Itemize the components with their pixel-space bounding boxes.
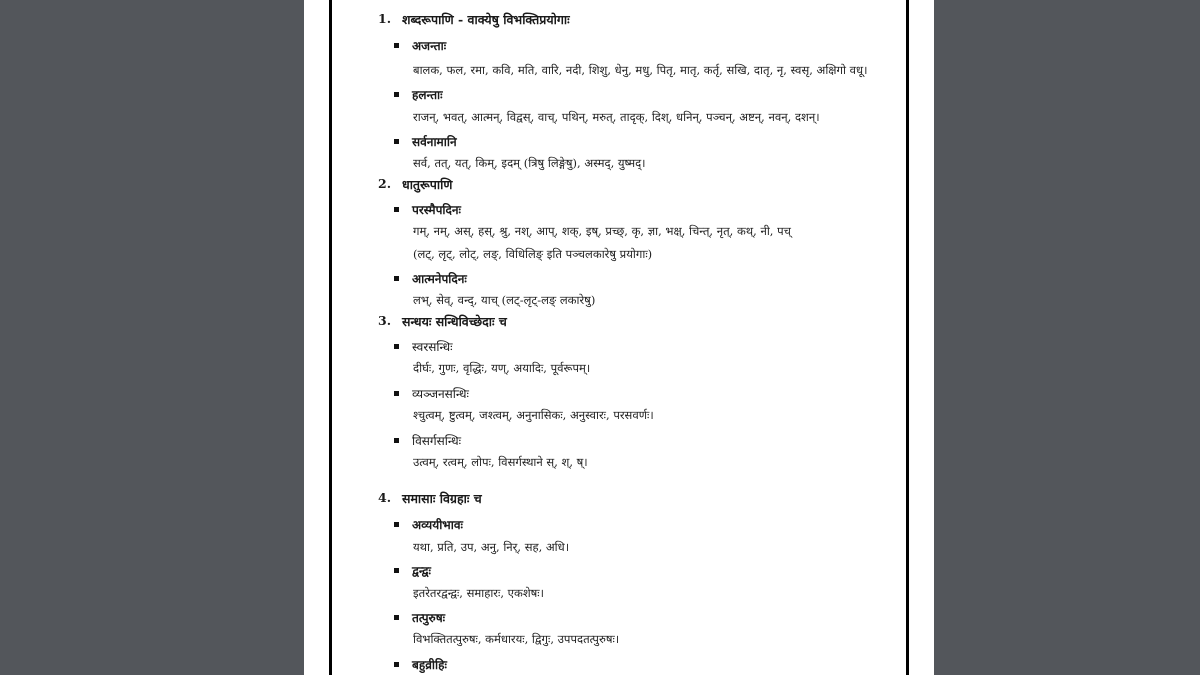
sub-heading: [394, 562, 431, 579]
body-text: विभक्तितत्पुरुषः, कर्मधारयः, द्विगुः, उपपदतत्पुरुषः।: [413, 632, 620, 646]
sub-heading-label: आत्मनेपदिनः: [412, 272, 467, 286]
body-text: उत्वम्, रत्वम्, लोपः, विसर्गस्थाने स्, श्, ष्।: [413, 455, 588, 469]
body-text: राजन्, भवत्, आत्मन्, विद्वस्, वाच्, पथिन्, मरुत्, तादृक्, दिश्, धनिन्, पञ्चन्, अष्टन्, नवन्, दशन्।: [413, 110, 820, 124]
section-number: 4.: [378, 490, 392, 505]
sub-heading: [394, 86, 443, 103]
section-number: 1.: [378, 11, 392, 26]
body-text: लभ्, सेव्, वन्द्, याच् (लट्-लृट्-लङ् लकारेषु): [413, 293, 596, 307]
square-bullet-icon: [394, 615, 399, 620]
section-number: 3.: [378, 313, 392, 328]
sub-heading-label: सर्वनामानि: [412, 135, 457, 149]
sub-heading-label: स्वरसन्धिः: [412, 340, 453, 354]
body-text: सर्व, तत्, यत्, किम्, इदम् (त्रिषु लिङ्गेषु), अस्मद्, युष्मद्।: [413, 156, 646, 170]
document-page: [304, 0, 934, 675]
sub-heading: [394, 37, 446, 54]
sub-heading: [394, 270, 467, 287]
square-bullet-icon: [394, 568, 399, 573]
body-text: श्चुत्वम्, ष्टुत्वम्, जश्त्वम्, अनुनासिकः, अनुस्वारः, परसवर्णः।: [413, 408, 654, 422]
sub-heading: [394, 385, 469, 402]
page-border-left: [329, 0, 332, 675]
section-heading: धातुरूपाणि: [402, 177, 453, 192]
sub-heading-label: तत्पुरुषः: [412, 611, 446, 625]
body-text: गम्, नम्, अस्, हस्, श्रु, नश्, आप्, शक्, इष्, प्रच्छ्, कृ, ज्ञा, भक्ष्, चिन्त्, नृत्, कथ्, नी, पच्: [413, 224, 791, 238]
sub-heading-label: विसर्गसन्धिः: [412, 434, 461, 448]
page-border-right: [906, 0, 909, 675]
square-bullet-icon: [394, 207, 399, 212]
square-bullet-icon: [394, 344, 399, 349]
square-bullet-icon: [394, 438, 399, 443]
section-heading: शब्दरूपाणि - वाक्येषु विभक्तिप्रयोगाः: [402, 12, 570, 27]
sub-heading: [394, 516, 463, 533]
body-text: दीर्घः, गुणः, वृद्धिः, यण्, अयादिः, पूर्वरूपम्।: [413, 361, 591, 375]
sub-heading-label: हलन्ताः: [412, 88, 443, 102]
sub-heading-label: बहुव्रीहिः: [412, 658, 447, 672]
sub-heading: [394, 201, 461, 218]
square-bullet-icon: [394, 522, 399, 527]
square-bullet-icon: [394, 43, 399, 48]
sub-heading-label: अव्ययीभावः: [412, 518, 463, 532]
sub-heading-label: परस्मैपदिनः: [412, 203, 461, 217]
square-bullet-icon: [394, 92, 399, 97]
sub-heading-label: अजन्ताः: [412, 39, 447, 53]
section-title: [378, 11, 570, 28]
section-title: [378, 490, 482, 507]
square-bullet-icon: [394, 276, 399, 281]
square-bullet-icon: [394, 139, 399, 144]
square-bullet-icon: [394, 391, 399, 396]
body-text: बालक, फल, रमा, कवि, मति, वारि, नदी, शिशु, धेनु, मधु, पितृ, मातृ, कर्तृ, सखि, दातृ, नृ, स्वसृ, अक्षिगो वधू।: [413, 63, 868, 77]
section-heading: समासाः विग्रहाः च: [402, 491, 482, 506]
section-title: [378, 176, 452, 193]
sub-heading: [394, 656, 447, 673]
sub-heading: [394, 338, 453, 355]
sub-heading-label: द्वन्द्वः: [412, 564, 431, 578]
sub-heading: [394, 133, 457, 150]
body-text: (लट्, लृट्, लोट्, लङ्, विधिलिङ् इति पञ्चलकारेषु प्रयोगाः): [413, 247, 653, 261]
body-text: यथा, प्रति, उप, अनु, निर्, सह, अधि।: [413, 540, 570, 554]
sub-heading-label: व्यञ्जनसन्धिः: [412, 387, 469, 401]
square-bullet-icon: [394, 662, 399, 667]
section-title: [378, 313, 507, 330]
sub-heading: [394, 432, 461, 449]
section-heading: सन्धयः सन्धिविच्छेदाः च: [402, 314, 507, 329]
sub-heading: [394, 609, 445, 626]
body-text: इतरेतरद्वन्द्वः, समाहारः, एकशेषः।: [413, 586, 544, 600]
section-number: 2.: [378, 176, 392, 191]
